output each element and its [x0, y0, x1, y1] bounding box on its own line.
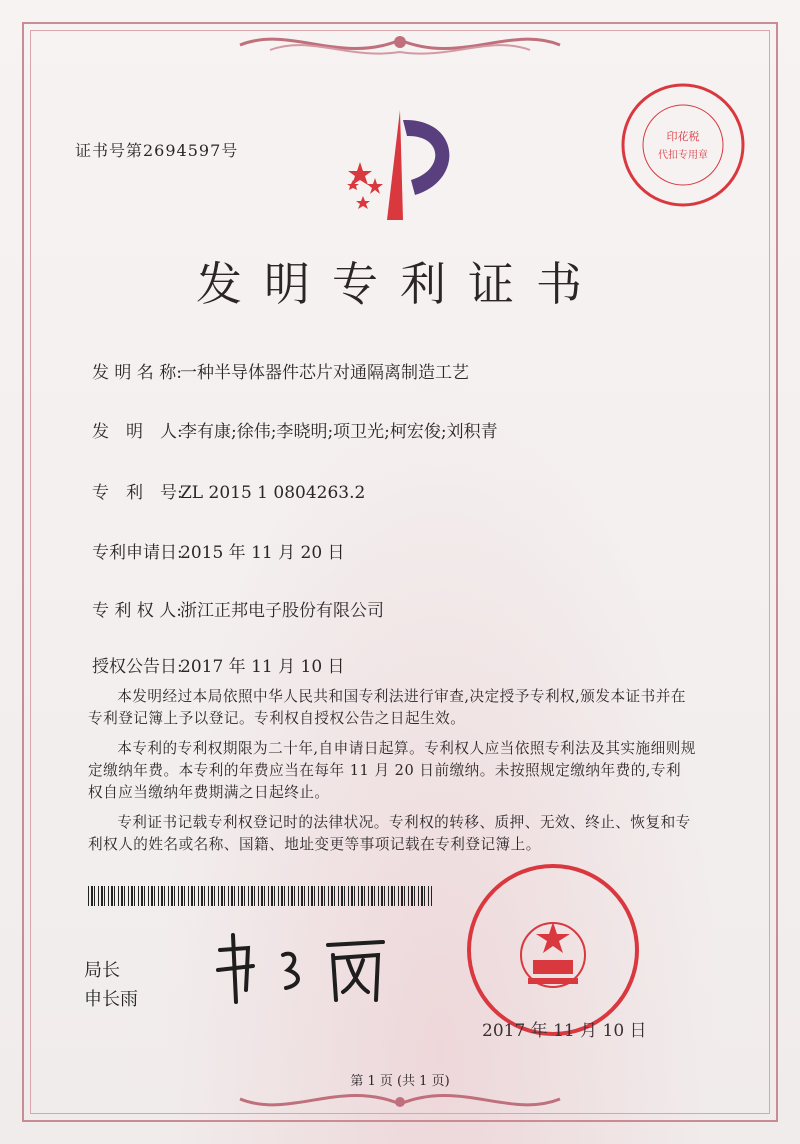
- field-value: 一种半导体器件芯片对通隔离制造工艺: [180, 363, 469, 383]
- field-patent-number: [92, 478, 365, 503]
- paragraph-grant: 本发明经过本局依照中华人民共和国专利法进行审查,决定授予专利权,颁发本证书并在专利登记簿上予以登记。专利权自授权公告之日起生效。: [88, 688, 686, 727]
- field-invention-name: [92, 358, 469, 383]
- director-title: 局长: [84, 960, 120, 981]
- field-value: 浙江正邦电子股份有限公司: [180, 601, 384, 621]
- field-application-date: [92, 538, 345, 563]
- barcode: [88, 886, 432, 906]
- paragraph-legal-status: 专利证书记载专利权登记时的法律状况。专利权的转移、质押、无效、终止、恢复和专利权人的姓名或名称、国籍、地址变更等事项记载在专利登记簿上。: [88, 814, 691, 853]
- field-label: 专利申请日:: [92, 543, 183, 563]
- field-patentee: [92, 596, 384, 621]
- seal-date: 2017 年 11 月 10 日: [482, 1021, 647, 1041]
- field-value: ZL 2015 1 0804263.2: [180, 483, 366, 503]
- field-grant-date: [92, 652, 345, 677]
- certificate-title: 发明专利证书: [196, 257, 604, 311]
- certificate-number: 证书号第2694597号: [75, 141, 239, 160]
- field-label: 授权公告日:: [92, 657, 183, 677]
- national-ip-office-seal: [463, 860, 643, 1040]
- field-label: 专 利 号:: [92, 483, 183, 503]
- director-signature: [208, 930, 398, 1010]
- page-number: 第 1 页 (共 1 页): [350, 1074, 450, 1089]
- field-label: 专 利 权 人:: [92, 601, 182, 621]
- field-label: 发 明 名 称:: [92, 363, 182, 383]
- svg-text:印花税: 印花税: [666, 130, 700, 143]
- tax-stamp-seal: [618, 80, 748, 210]
- patent-office-logo-icon: [325, 100, 475, 230]
- field-inventors: [92, 417, 498, 442]
- field-value: 2015 年 11 月 20 日: [180, 543, 345, 563]
- top-ornament: [230, 20, 570, 70]
- paragraph-term: 本专利的专利权期限为二十年,自申请日起算。专利权人应当依照专利法及其实施细则规定缴纳年费。本专利的年费应当在每年 11 月 20 日前缴纳。未按照规定缴纳年费的,专利权自应当缴纳年费期满之日起终止。: [88, 740, 696, 801]
- field-label: 发 明 人:: [92, 422, 183, 442]
- director-name: 申长雨: [84, 989, 138, 1010]
- field-value: 2017 年 11 月 10 日: [180, 657, 345, 677]
- field-value: 李有康;徐伟;李晓明;项卫光;柯宏俊;刘积青: [180, 422, 498, 442]
- svg-text:代扣专用章: 代扣专用章: [658, 150, 708, 161]
